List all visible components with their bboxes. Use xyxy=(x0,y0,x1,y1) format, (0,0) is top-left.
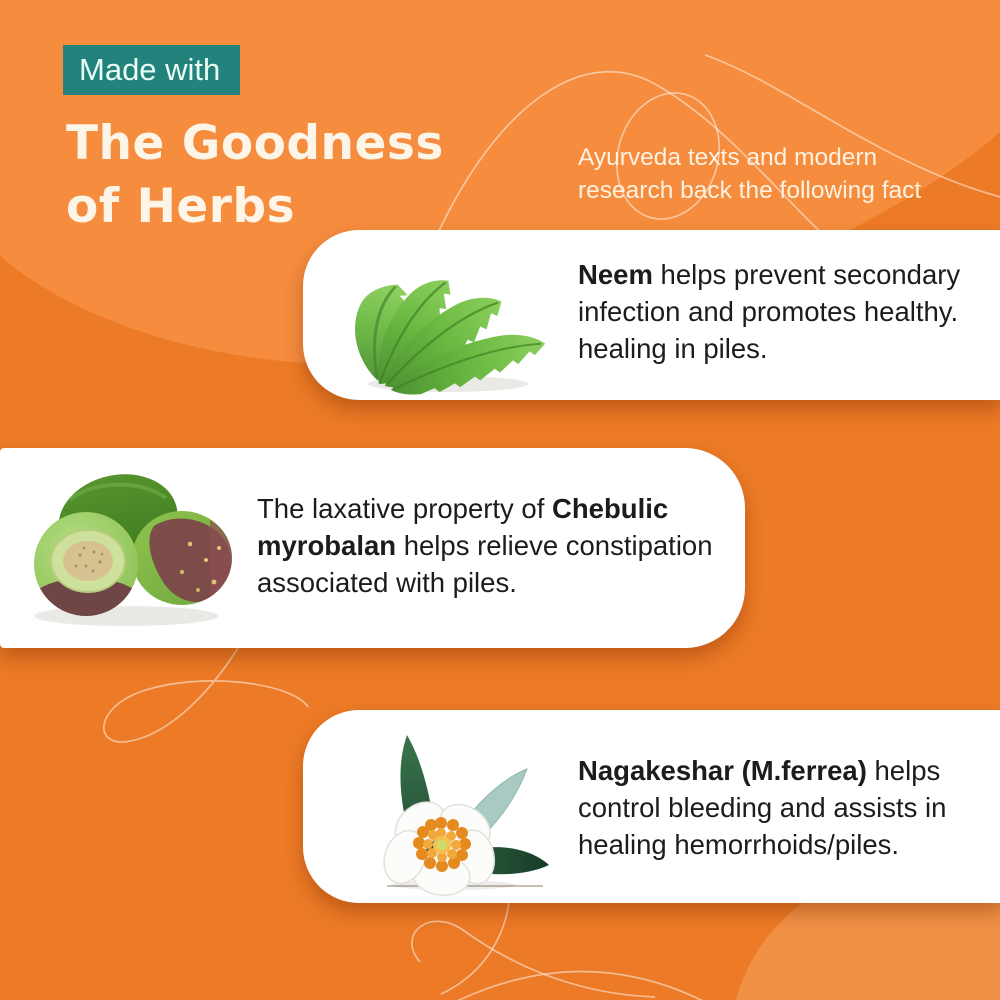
neem-card xyxy=(303,230,1000,400)
neem-card-text xyxy=(578,256,960,367)
subtitle-line-2: research back the following fact xyxy=(578,177,922,204)
text-line: control bleeding and assists in xyxy=(578,792,947,823)
page-title xyxy=(66,112,444,238)
nagakeshar-flower-image xyxy=(335,715,567,901)
text-line: healing in piles. xyxy=(578,333,768,364)
text-line: The laxative property of Chebulic xyxy=(257,493,669,524)
subtitle xyxy=(578,141,921,207)
title-line-2: of Herbs xyxy=(66,179,296,234)
subtitle-line-1: Ayurveda texts and modern xyxy=(578,144,878,171)
title-line-1: The Goodness xyxy=(66,116,444,171)
made-with-badge: Made with xyxy=(63,45,240,95)
chebulic-myrobalan-card-text xyxy=(257,490,713,601)
text-line: Neem helps prevent secondary xyxy=(578,259,961,290)
nagakeshar-card xyxy=(303,710,1000,903)
text-line: associated with piles. xyxy=(257,567,517,598)
neem-leaves-image xyxy=(343,234,565,396)
text-line: Nagakeshar (M.ferrea) helps xyxy=(578,755,941,786)
nagakeshar-card-text xyxy=(578,752,946,863)
chebulic-myrobalan-image xyxy=(14,460,242,632)
text-line: healing hemorrhoids/piles. xyxy=(578,829,900,860)
text-line: myrobalan helps relieve constipation xyxy=(257,530,713,561)
chebulic-myrobalan-card xyxy=(0,448,745,648)
text-line: infection and promotes healthy. xyxy=(578,296,959,327)
